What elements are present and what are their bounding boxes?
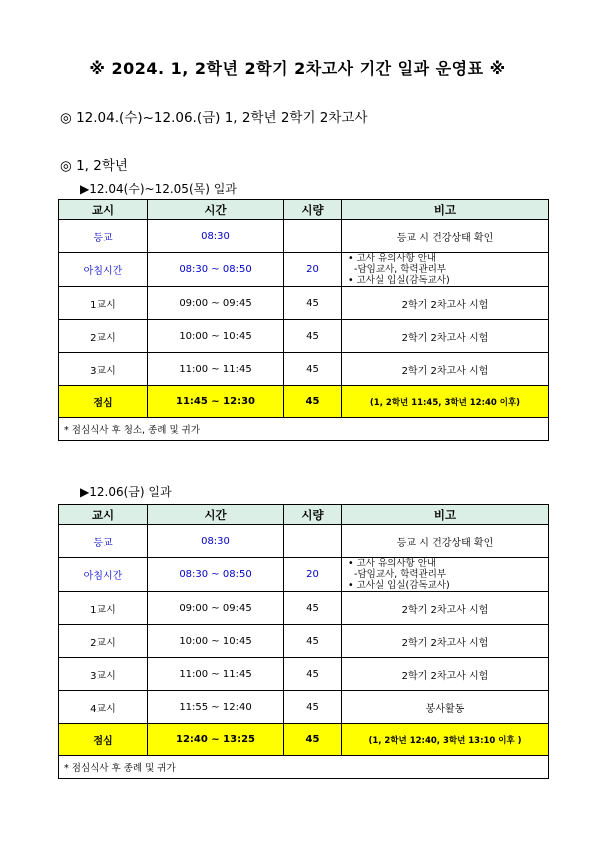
time-cell: 11:45 ~ 12:30 [148,386,284,418]
period-cell: 아침시간 [59,558,148,592]
time-cell: 09:00 ~ 09:45 [148,592,284,625]
duration-cell: 45 [284,658,342,691]
lunch-row [59,386,549,418]
page-title: ※ 2024. 1, 2학년 2학기 2차고사 기간 일과 운영표 ※ [89,59,506,78]
time-cell: 11:55 ~ 12:40 [148,691,284,724]
duration-cell: 20 [284,558,342,592]
remarks-cell [342,253,549,287]
time-cell: 08:30 [148,220,284,253]
duration-cell: 20 [284,253,342,287]
time-cell: 12:40 ~ 13:25 [148,724,284,756]
header-time: 시간 [148,200,284,220]
remarks-line: -담임교사, 학력관리부 [348,264,447,275]
remarks-cell: 2학기 2차고사 시험 [342,287,549,320]
table-row [59,658,549,691]
day1-schedule-table [58,199,549,441]
period-cell: 등교 [59,525,148,558]
grade-section-heading: ◎ 1, 2학년 [60,158,128,174]
header-duration: 시량 [284,505,342,525]
header-time: 시간 [148,505,284,525]
header-remarks: 비고 [342,200,549,220]
duration-cell: 45 [284,386,342,418]
table-row [59,592,549,625]
header-duration: 시량 [284,200,342,220]
table-row [59,320,549,353]
remarks-cell: 봉사활동 [342,691,549,724]
remarks-cell [342,558,549,592]
period-cell: 아침시간 [59,253,148,287]
time-cell: 11:00 ~ 11:45 [148,658,284,691]
period-cell: 4교시 [59,691,148,724]
header-period: 교시 [59,505,148,525]
duration-cell: 45 [284,691,342,724]
duration-cell: 45 [284,592,342,625]
remarks-cell: 2학기 2차고사 시험 [342,353,549,386]
footer-row [59,418,549,441]
duration-cell: 45 [284,287,342,320]
time-cell: 09:00 ~ 09:45 [148,287,284,320]
footer-note: * 점심식사 후 청소, 종례 및 귀가 [59,418,549,441]
period-cell: 점심 [59,724,148,756]
remarks-cell: 등교 시 건강상태 확인 [342,220,549,253]
time-cell: 08:30 ~ 08:50 [148,558,284,592]
header-remarks: 비고 [342,505,549,525]
table-row [59,220,549,253]
time-cell: 10:00 ~ 10:45 [148,320,284,353]
table-row [59,353,549,386]
table-row [59,691,549,724]
remarks-line: • 고사실 입실(감독교사) [348,275,450,286]
period-cell: 3교시 [59,658,148,691]
header-period: 교시 [59,200,148,220]
period-cell: 1교시 [59,287,148,320]
day2-schedule-table [58,504,549,779]
table-row [59,287,549,320]
table-header-row [59,200,549,220]
time-cell: 11:00 ~ 11:45 [148,353,284,386]
period-cell: 등교 [59,220,148,253]
remarks-cell: 2학기 2차고사 시험 [342,625,549,658]
footer-note: * 점심식사 후 종례 및 귀가 [59,756,549,779]
duration-cell [284,220,342,253]
remarks-line: • 고사실 입실(감독교사) [348,580,450,591]
duration-cell: 45 [284,353,342,386]
remarks-line: -담임교사, 학력관리부 [348,569,447,580]
table-row [59,525,549,558]
day1-heading: ▶12.04(수)~12.05(목) 일과 [80,182,237,196]
remarks-line: • 고사 유의사항 안내 [348,558,437,569]
period-cell: 3교시 [59,353,148,386]
remarks-cell: 2학기 2차고사 시험 [342,592,549,625]
remarks-line: • 고사 유의사항 안내 [348,253,437,264]
table-row [59,253,549,287]
lunch-row [59,724,549,756]
remarks-cell: (1, 2학년 11:45, 3학년 12:40 이후) [342,386,549,418]
time-cell: 10:00 ~ 10:45 [148,625,284,658]
footer-row [59,756,549,779]
remarks-cell: 2학기 2차고사 시험 [342,658,549,691]
period-cell: 1교시 [59,592,148,625]
duration-cell [284,525,342,558]
table-row [59,558,549,592]
duration-cell: 45 [284,320,342,353]
day2-heading: ▶12.06(금) 일과 [80,485,172,499]
remarks-cell: (1, 2학년 12:40, 3학년 13:10 이후 ) [342,724,549,756]
time-cell: 08:30 ~ 08:50 [148,253,284,287]
time-cell: 08:30 [148,525,284,558]
table-row [59,625,549,658]
remarks-cell: 등교 시 건강상태 확인 [342,525,549,558]
duration-cell: 45 [284,724,342,756]
period-cell: 점심 [59,386,148,418]
period-cell: 2교시 [59,625,148,658]
period-cell: 2교시 [59,320,148,353]
duration-cell: 45 [284,625,342,658]
table-header-row [59,505,549,525]
remarks-cell: 2학기 2차고사 시험 [342,320,549,353]
exam-period-subtitle: ◎ 12.04.(수)~12.06.(금) 1, 2학년 2학기 2차고사 [60,110,368,126]
